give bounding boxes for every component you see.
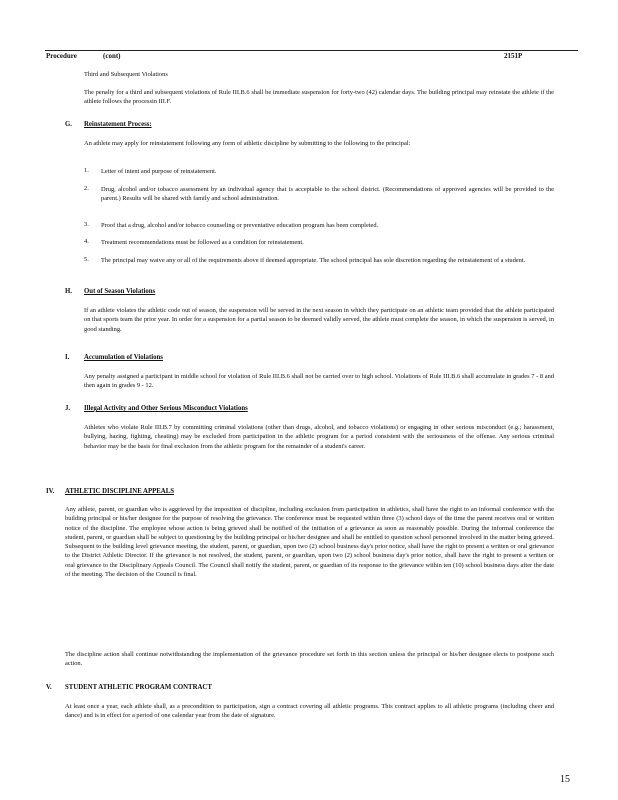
section-iv-title: ATHLETIC DISCIPLINE APPEALS	[65, 488, 175, 495]
g-item-4-text: Treatment recommendations must be followed as a condition for reinstatement.	[101, 239, 304, 246]
g-item-2-text: Drug, alcohol and/or tobacco assessment by an individual agency that is acceptable to the school district. (Recommendations of approved agencies will be provided to the parent.) Results will be shared with family and school administration.	[101, 186, 554, 203]
section-v-text: At least once a year, each athlete shall, as a precondition to participation, sign a contract covering all athletic programs. This contract applies to all athletic programs (including cheer and dance) and is in effect for a period of one calendar year from the date of signature.	[65, 703, 554, 720]
section-iv-paragraph-2: The discipline action shall continue notwithstanding the implementation of the grievance procedure set forth in this section unless the principal or his/her designee elects to postpone such action.	[65, 651, 554, 668]
header-policy-number: 2151P	[504, 52, 523, 60]
g-item-5-text: The principal may waive any or all of the requirements above if deemed appropriate. The school principal has sole discretion regarding the reinstatement of a student.	[101, 257, 526, 264]
section-g-intro: An athlete may apply for reinstatement following any form of athletic discipline by submitting to the following to the principal:	[84, 140, 411, 147]
section-i-letter: I.	[65, 354, 70, 361]
section-g-title: Reinstatement Process:	[84, 121, 152, 128]
third-violations-title: Third and Subsequent Violations	[84, 71, 168, 78]
g-item-4-number: 4.	[84, 238, 89, 245]
section-iv-paragraph-1: Any athlete, parent, or guardian who is aggrieved by the imposition of discipline, including exclusion from participation in athletics, shall have the right to an informal conference with the building principal or his/her designee for the purpose of resolving the grievance. The conference must be requested within three (3) school days of the time the parent receives oral or written notice of the discipline. The employee whose action is being grieved shall be notified of the initiation of a grievance as soon as reasonably possible. During the informal conference the student, parent, or guardian shall be subject to questioning by the building principal or his/her designee and shall be entitled to question school personnel involved in the matter being grieved. Subsequent to the building level grievance meeting, the student, parent, or guardian, upon two (2) school business day's prior notice, shall have the right to present a written or oral grievance to the District Athletic Director. If the grievance is not resolved, the student, parent, or guardian, upon two (2) school business day's prior notice, shall have the right to present a written or oral grievance to the Disciplinary Appeals Council. The Council shall notify the student, parent, or guardian of its response to the grievance within ten (10) school business days after the date of the meeting. The decision of the Council is final.	[65, 506, 554, 579]
g-item-5-number: 5.	[84, 256, 89, 263]
page-number: 15	[560, 774, 570, 785]
section-v-title: STUDENT ATHLETIC PROGRAM CONTRACT	[65, 684, 212, 691]
section-h-letter: H.	[65, 288, 72, 295]
header-rule	[45, 50, 578, 51]
g-item-1-text: Letter of intent and purpose of reinstatement.	[101, 168, 217, 175]
header-procedure: Procedure	[46, 52, 77, 60]
section-i-text: Any penalty assigned a participant in middle school for violation of Rule III.B.6 shall not be carried over to high school. Violations of Rule III.B.6 shall accumulate in grades 7 - 8 and then again in grades 9 - 12.	[84, 373, 554, 390]
header-cont: (cont)	[103, 52, 121, 60]
section-h-title: Out of Season Violations	[84, 288, 156, 295]
section-v-numeral: V.	[46, 684, 52, 691]
g-item-1-number: 1.	[84, 167, 89, 174]
section-j-text: Athletes who violate Rule III.B.7 by committing criminal violations (other than drugs, alcohol, and tobacco violations) or engaging in other serious misconduct (e.g.; harassment, bullying, hazing, fighting, cheating) may be excluded from participation in the athletic program for a period consistent with the seriousness of the offense. Any serious criminal behavior may be the basis for final exclusion from the athletic program for the remainder of a student's career.	[84, 424, 554, 450]
third-violations-text: The penalty for a third and subsequent violations of Rule III.B.6 shall be immediate suspension for forty-two (42) calendar days. The building principal may reinstate the athlete if the athlete follows the processin III.F.	[84, 89, 554, 106]
section-i-title: Accumulation of Violations	[84, 354, 163, 361]
g-item-3-text: Proof that a drug, alcohol and/or tobacco counseling or preventative education program has been completed.	[101, 222, 379, 229]
section-j-title: Illegal Activity and Other Serious Misconduct Violations	[84, 405, 248, 412]
section-g-letter: G.	[65, 121, 72, 128]
g-item-3-number: 3.	[84, 221, 89, 228]
g-item-2-number: 2.	[84, 185, 89, 192]
section-j-letter: J.	[65, 405, 71, 412]
section-h-text: If an athlete violates the athletic code out of season, the suspension will be served in the next season in which they participate on an athletic team provided that the athlete participated on that sports team the prior year. In order for a suspension for a partial season to be deemed validly served, the athlete must complete the season, in which the suspension is served, in good standing.	[84, 307, 554, 333]
section-iv-numeral: IV.	[46, 488, 55, 495]
